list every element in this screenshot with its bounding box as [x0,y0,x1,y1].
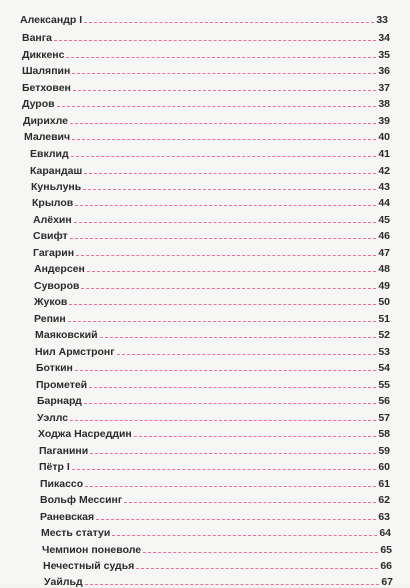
toc-entry-page-number: 55 [378,379,390,391]
toc-entry-page-number: 56 [378,395,390,407]
dotted-leader [84,403,377,404]
toc-entry-name: Евклид [30,148,69,160]
dotted-leader [74,222,377,223]
toc-entry [33,224,390,242]
toc-entry-page-number: 64 [379,527,391,539]
toc-entry-name: Нечестный судья [43,560,135,572]
toc-entry-page-number: 59 [378,445,390,457]
toc-entry-name: Пикассо [40,478,84,490]
toc-entry-name: Дуров [22,98,55,110]
toc-entry [41,521,391,539]
toc-entry-page-number: 57 [378,412,390,424]
dotted-leader [72,73,376,74]
toc-entry [20,8,388,26]
toc-entry-name: Вольф Мессинг [40,494,123,506]
dotted-leader [90,453,376,454]
dotted-leader [117,354,377,355]
toc-entry [22,92,390,110]
toc-entry-page-number: 62 [378,494,390,506]
toc-entry-page-number: 61 [378,478,390,490]
toc-entry-name: Ванга [22,32,52,44]
toc-entry [44,570,393,588]
toc-entry [32,191,390,209]
dotted-leader [81,288,376,289]
toc-entry-page-number: 40 [378,131,390,143]
toc-entry-name: Пётр I [39,461,70,473]
toc-entry [40,488,390,506]
toc-entry-name: Шаляпин [22,65,71,77]
toc-entry-name: Карандаш [30,165,83,177]
toc-entry-name: Дирихле [23,115,69,127]
toc-entry-name: Малевич [24,131,71,143]
toc-entry-page-number: 63 [378,511,390,523]
toc-entry-page-number: 52 [378,329,390,341]
toc-entry-page-number: 47 [378,247,390,259]
toc-entry-page-number: 33 [376,14,388,26]
dotted-leader [70,123,376,124]
toc-entry [39,455,390,473]
toc-entry-name: Гагарин [33,247,75,259]
toc-entry-page-number: 38 [378,98,390,110]
dotted-leader [70,238,377,239]
toc-entry-page-number: 35 [378,49,390,61]
toc-entry [34,290,390,308]
toc-entry-name: Алёхин [33,214,72,226]
toc-entry-page-number: 39 [378,115,390,127]
dotted-leader [112,535,377,536]
toc-entry-name: Барнард [37,395,82,407]
toc-entry-page-number: 34 [378,32,390,44]
toc-entry-page-number: 51 [378,313,390,325]
toc-entry-page-number: 65 [380,544,392,556]
dotted-leader [70,420,376,421]
toc-entry-name: Диккенс [22,49,65,61]
dotted-leader [73,90,376,91]
toc-entry [22,59,390,77]
toc-entry-name: Чемпион поневоле [42,544,142,556]
dotted-leader [96,519,376,520]
toc-entry-name: Бетховен [22,82,71,94]
toc-entry-name: Жуков [34,296,68,308]
toc-entry-page-number: 45 [378,214,390,226]
toc-entry [22,26,390,44]
toc-entry-page-number: 49 [378,280,390,292]
toc-entry [37,389,390,407]
toc-entry-page-number: 42 [378,165,390,177]
toc-entry [30,142,390,160]
dotted-leader [57,106,377,107]
toc-entry-page-number: 66 [380,560,392,572]
dotted-leader [75,370,376,371]
toc-entry-name: Свифт [33,230,68,242]
toc-entry-page-number: 48 [378,263,390,275]
toc-entry-page-number: 50 [378,296,390,308]
toc-entry-page-number: 67 [381,576,393,588]
dotted-leader [85,486,376,487]
toc-entry-page-number: 44 [378,197,390,209]
dotted-leader [84,22,374,23]
toc-entry-page-number: 36 [378,65,390,77]
dotted-leader [136,568,378,569]
dotted-leader [134,436,377,437]
toc-entry-name: Крылов [32,197,74,209]
dotted-leader [66,57,376,58]
toc-entry-name: Андерсен [34,263,85,275]
dotted-leader [54,40,376,41]
toc-entry [35,323,390,341]
toc-entry-name: Раневская [40,511,95,523]
toc-entry-page-number: 37 [378,82,390,94]
toc-entry-name: Александр I [20,14,83,26]
toc-entry-page-number: 58 [378,428,390,440]
dotted-leader [83,189,376,190]
toc-entry-name: Ходжа Насреддин [38,428,132,440]
dotted-leader [72,139,376,140]
toc-entry-page-number: 54 [378,362,390,374]
toc-entry-name: Уайльд [44,576,83,588]
dotted-leader [89,387,376,388]
dotted-leader [143,552,378,553]
dotted-leader [68,321,377,322]
dotted-leader [100,337,377,338]
toc-entry-name: Месть статуи [41,527,111,539]
toc-entry-name: Куньлунь [31,181,82,193]
toc-entry [24,125,390,143]
toc-entry-name: Боткин [36,362,73,374]
dotted-leader [76,255,376,256]
toc-entry-page-number: 41 [378,148,390,160]
toc-entry-name: Уэллс [37,412,69,424]
toc-entry-name: Маяковский [35,329,98,341]
toc-entry-name: Нил Армстронг [35,346,115,358]
dotted-leader [75,205,376,206]
dotted-leader [72,469,377,470]
dotted-leader [87,271,376,272]
dotted-leader [69,304,376,305]
dotted-leader [71,156,377,157]
toc-entry-page-number: 43 [378,181,390,193]
toc-entry-page-number: 60 [378,461,390,473]
dotted-leader [84,173,376,174]
dotted-leader [85,584,380,585]
toc-entry-page-number: 53 [378,346,390,358]
toc-entry-name: Паганини [39,445,89,457]
toc-entry-name: Суворов [34,280,80,292]
toc-entry-page-number: 46 [378,230,390,242]
toc-entry [38,422,390,440]
toc-entry-name: Репин [34,313,66,325]
toc-entry [34,257,390,275]
dotted-leader [124,502,376,503]
toc-entry [36,356,390,374]
toc-entry-name: Прометей [36,379,88,391]
